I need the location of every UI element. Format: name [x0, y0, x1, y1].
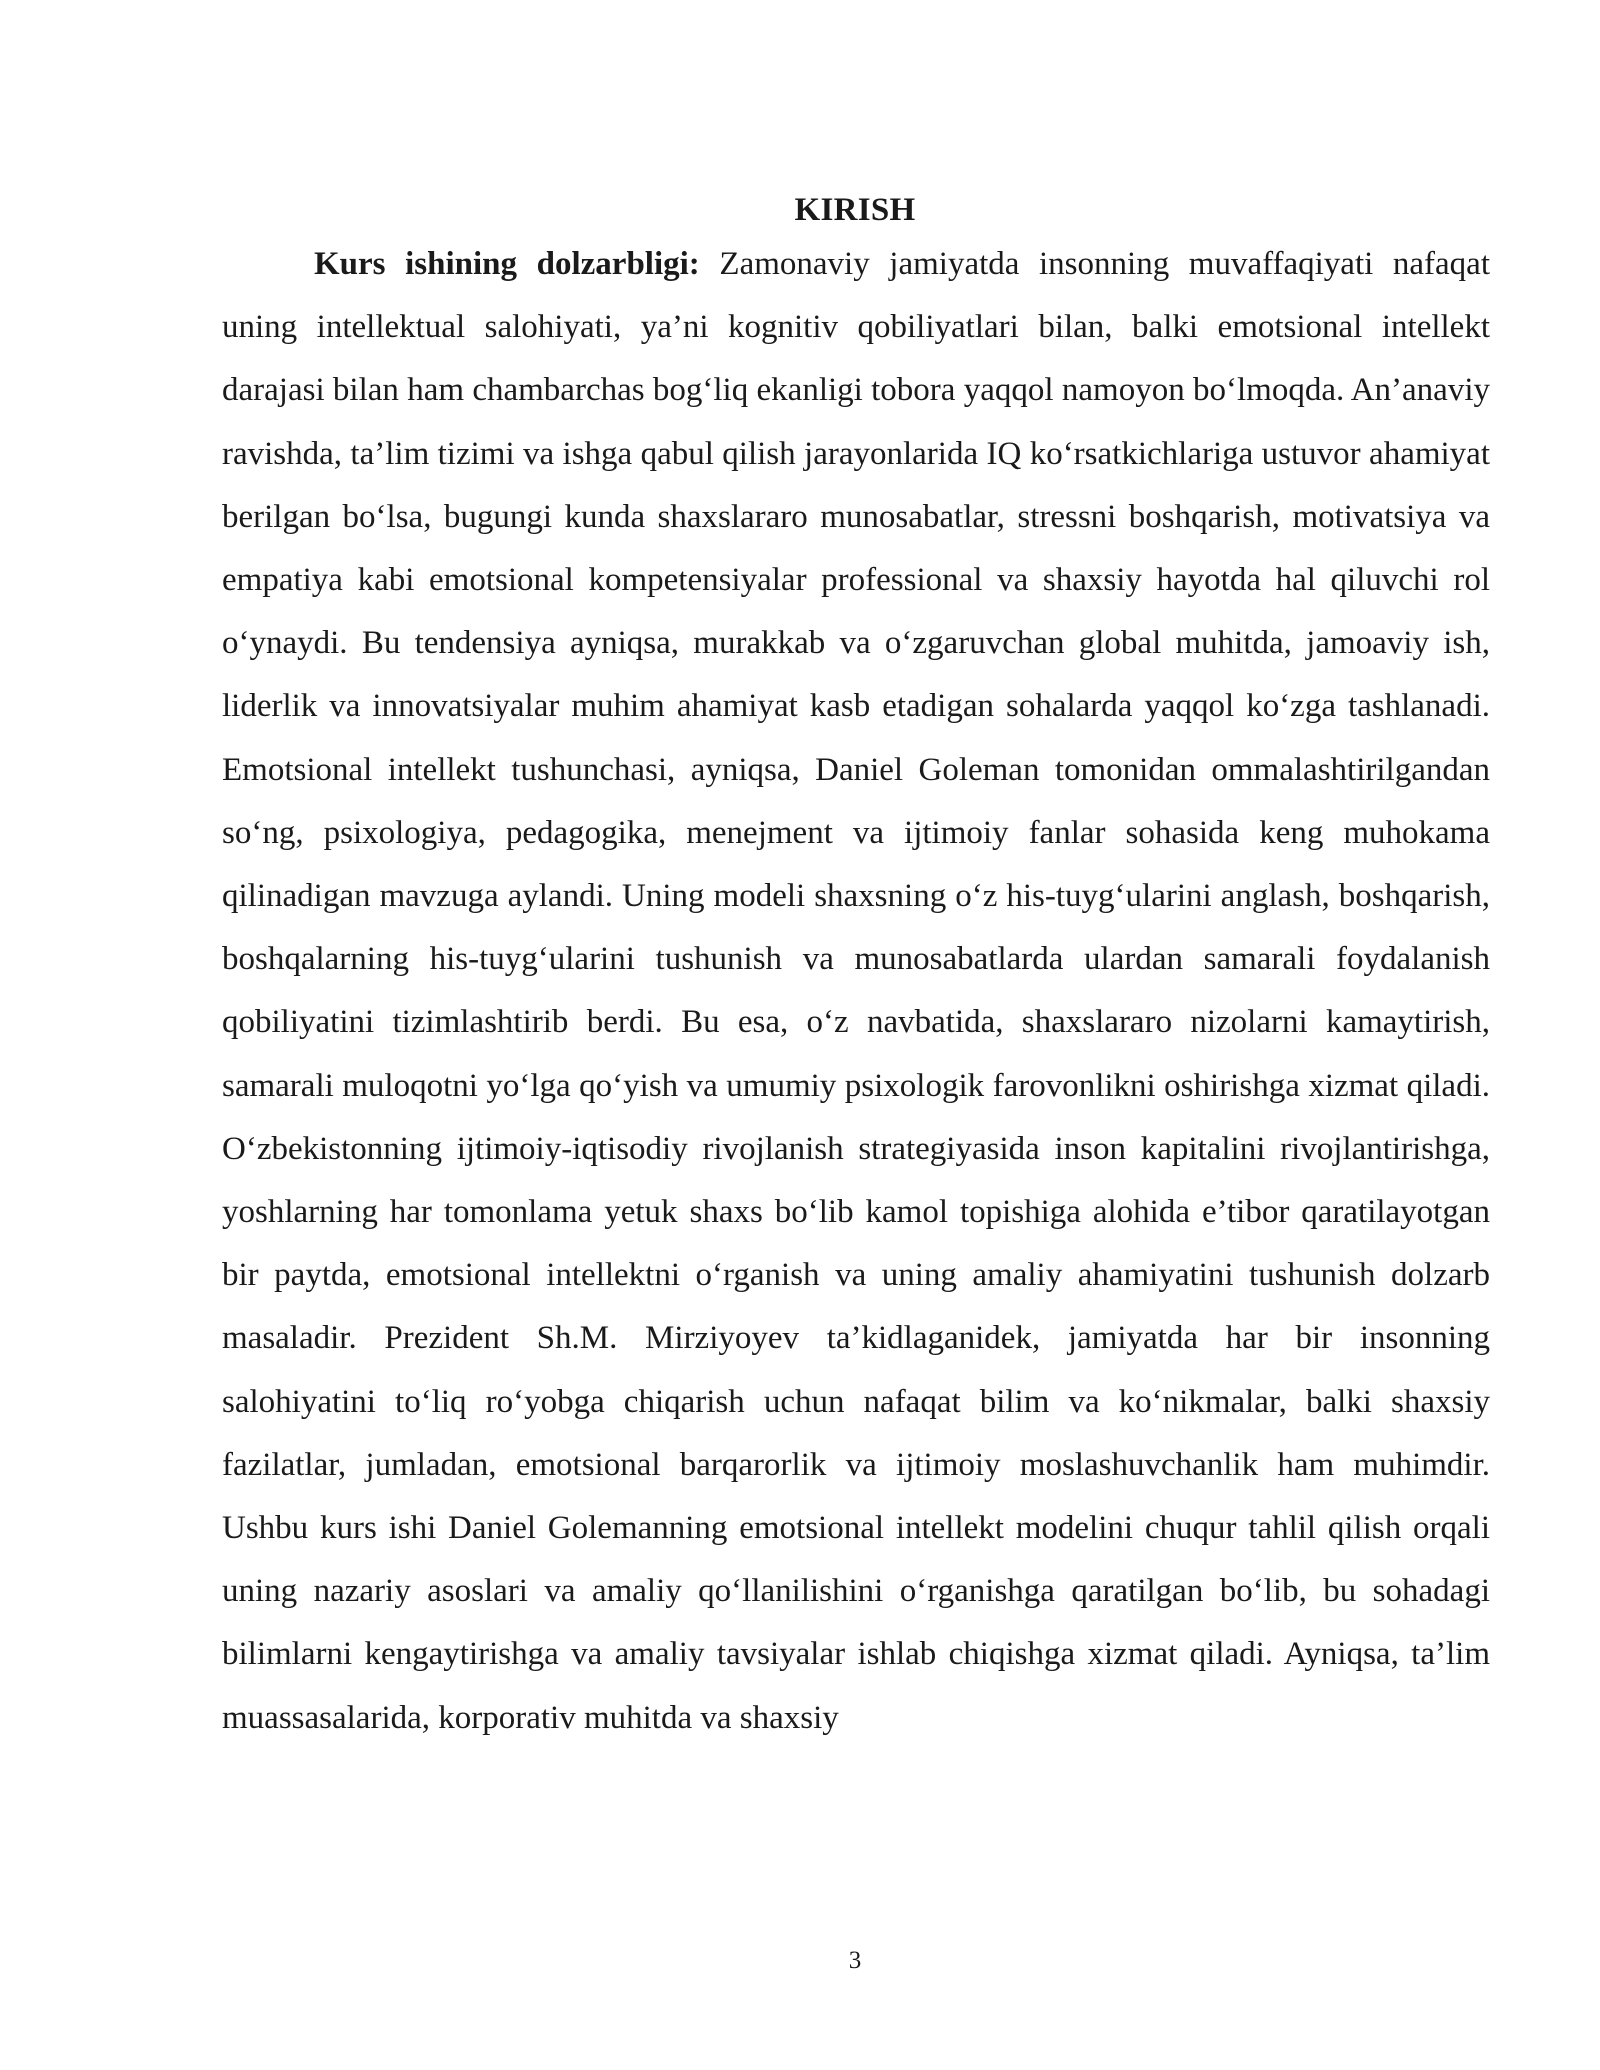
page-number: 3 — [848, 1947, 862, 1974]
section-heading: KIRISH — [794, 192, 916, 228]
body-paragraph — [222, 233, 1490, 1750]
paragraph-text: Zamonaviy jamiyatda insonning muvaffaqiyati nafaqat uning intellektual salohiyati, ya’ni kognitiv qobiliyatlari bilan, balki emotsional intellekt darajasi bilan ham chambarchas bog‘liq ekanligi tobora yaqqol namoyon bo‘lmoqda. An’anaviy ravishda, ta’lim tizimi va ishga qabul qilish jarayonlarida IQ ko‘rsatkichlariga ustuvor ahamiyat berilgan bo‘lsa, bugungi kunda shaxslararo munosabatlar, stressni boshqarish, motivatsiya va empatiya kabi emotsional kompetensiyalar professional va shaxsiy hayotda hal qiluvchi rol o‘ynaydi. Bu tendensiya ayniqsa, murakkab va o‘zgaruvchan global muhitda, jamoaviy ish, liderlik va innovatsiyalar muhim ahamiyat kasb etadigan sohalarda yaqqol ko‘zga tashlanadi. Emotsional intellekt tushunchasi, ayniqsa, Daniel Goleman tomonidan ommalashtirilgandan so‘ng, psixologiya, pedagogika, menejment va ijtimoiy fanlar sohasida keng muhokama qilinadigan mavzuga aylandi. Uning modeli shaxsning o‘z his-tuyg‘ularini anglash, boshqarish, boshqalarning his-tuyg‘ularini tushunish va munosabatlarda ulardan samarali foydalanish qobiliyatini tizimlashtirib berdi. Bu esa, o‘z navbatida, shaxslararo nizolarni kamaytirish, samarali muloqotni yo‘lga qo‘yish va umumiy psixologik farovonlikni oshirishga xizmat qiladi. O‘zbekistonning ijtimoiy-iqtisodiy rivojlanish strategiyasida inson kapitalini rivojlantirishga, yoshlarning har tomonlama yetuk shaxs bo‘lib kamol topishiga alohida e’tibor qaratilayotgan bir paytda, emotsional intellektni o‘rganish va uning amaliy ahamiyatini tushunish dolzarb masaladir. Prezident Sh.M. Mirziyoyev ta’kidlaganidek, jamiyatda har bir insonning salohiyatini to‘liq ro‘yobga chiqarish uchun nafaqat bilim va ko‘nikmalar, balki shaxsiy fazilatlar, jumladan, emotsional barqarorlik va ijtimoiy moslashuvchanlik ham muhimdir. Ushbu kurs ishi Daniel Golemanning emotsional intellekt modelini chuqur tahlil qilish orqali uning nazariy asoslari va amaliy qo‘llanilishini o‘rganishga qaratilgan bo‘lib, bu sohadagi bilimlarni kengaytirishga va amaliy tavsiyalar ishlab chiqishga xizmat qiladi. Ayniqsa, ta’lim muassasalarida, korporativ muhitda va shaxsiy — [222, 246, 1490, 1736]
paragraph-lead: Kurs ishining dolzarbligi: — [314, 246, 700, 282]
